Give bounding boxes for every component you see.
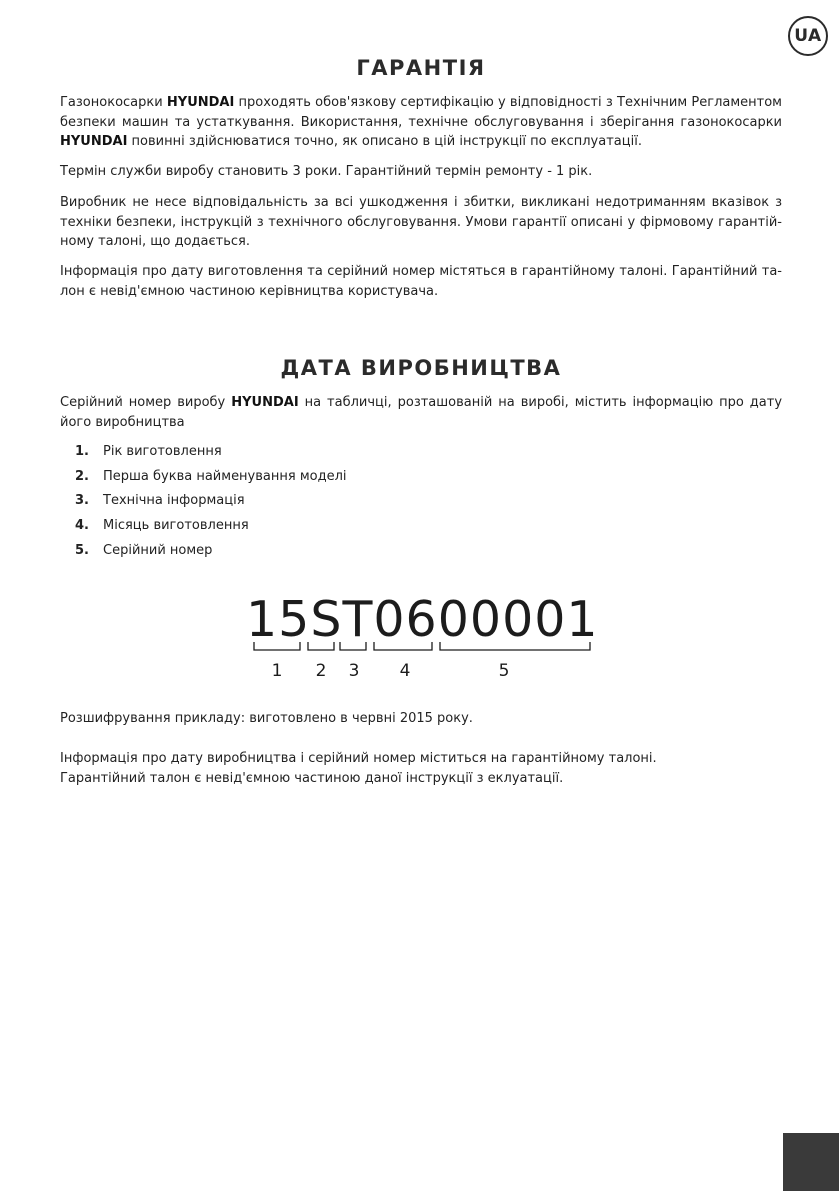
list-label: Технічна інформація <box>103 493 245 509</box>
list-label: Місяць виготовлення <box>103 518 249 534</box>
serial-parts-list <box>75 441 347 564</box>
list-number: 3. <box>75 493 89 509</box>
part-label-3: 3 <box>348 661 360 681</box>
list-number: 2. <box>75 468 89 484</box>
text-span: Газонокосарки <box>60 95 167 110</box>
bracket-3 <box>340 642 366 650</box>
list-item <box>75 441 347 466</box>
list-item <box>75 515 347 540</box>
production-info <box>60 749 782 788</box>
text-span: Серійний номер виробу <box>60 395 232 410</box>
bracket-2 <box>308 642 334 650</box>
list-item <box>75 466 347 491</box>
warranty-heading: ГАРАНТІЯ <box>356 56 486 80</box>
text-span: на табличці, розташованій на виробі, містить інформацію про дату його виробництва <box>60 395 783 430</box>
bracket-5 <box>440 642 590 650</box>
serial-decode-example: Розшифрування прикладу: виготовлено в червні 2015 року. <box>60 711 473 726</box>
serial-brackets <box>246 592 606 682</box>
brand-name: HYUNDAI <box>166 95 235 110</box>
text-span: проходять обов'язкову сертифікацію у відповідності з Технічним Регламентом безпеки машин та устаткування. Використання, технічне обслуговування і зберігання газонокосарки <box>60 95 782 130</box>
part-label-1: 1 <box>271 661 283 681</box>
info-line: Гарантійний талон є невід'ємною частиною даної інструкції з еклуатації. <box>60 770 564 786</box>
page-corner-tab <box>783 1133 839 1191</box>
bracket-1 <box>254 642 300 650</box>
list-number: 4. <box>75 518 89 534</box>
list-number: 1. <box>75 444 89 459</box>
text-span: повинні здійснюватися точно, як описано в цій інструкції по експлуатації. <box>127 134 642 149</box>
list-label: Рік виготовлення <box>103 444 222 459</box>
list-number: 5. <box>75 542 89 558</box>
serial-number-example: 15ST0600001 <box>246 591 599 648</box>
warranty-paragraph-info: Інформація про дату виготовлення та серійний номер містяться в гарантійному талоні. Гарантійний та-лон є невід'ємною частиною керівництва користувача. <box>60 264 782 299</box>
brand-name: HYUNDAI <box>60 134 128 149</box>
list-label: Перша буква найменування моделі <box>103 468 347 484</box>
brand-name: HYUNDAI <box>231 395 299 410</box>
production-date-heading: ДАТА ВИРОБНИЦТВА <box>280 356 562 380</box>
bracket-4 <box>374 642 432 650</box>
language-badge-ua: UA <box>788 16 828 56</box>
list-item <box>75 540 347 565</box>
part-label-2: 2 <box>315 661 327 681</box>
warranty-paragraph-liability: Виробник не несе відповідальність за всі ушкодження і збитки, викликані недотриманням вказівок з техніки безпеки, інструкцій з технічного обслуговування. Умови гарантії описані у фірмовому гарантій-ному талоні, що додається. <box>60 195 782 249</box>
part-label-5: 5 <box>498 661 510 681</box>
list-item <box>75 490 347 515</box>
info-line: Інформація про дату виробництва і серійний номер міститься на гарантійному талоні. <box>60 751 657 766</box>
serial-number-diagram <box>246 592 606 682</box>
list-label: Серійний номер <box>103 542 213 558</box>
production-date-intro <box>60 393 782 432</box>
warranty-paragraph-certification <box>60 93 782 152</box>
part-label-4: 4 <box>399 661 411 681</box>
warranty-paragraph-term: Термін служби виробу становить 3 роки. Гарантійний термін ремонту - 1 рік. <box>60 164 593 179</box>
